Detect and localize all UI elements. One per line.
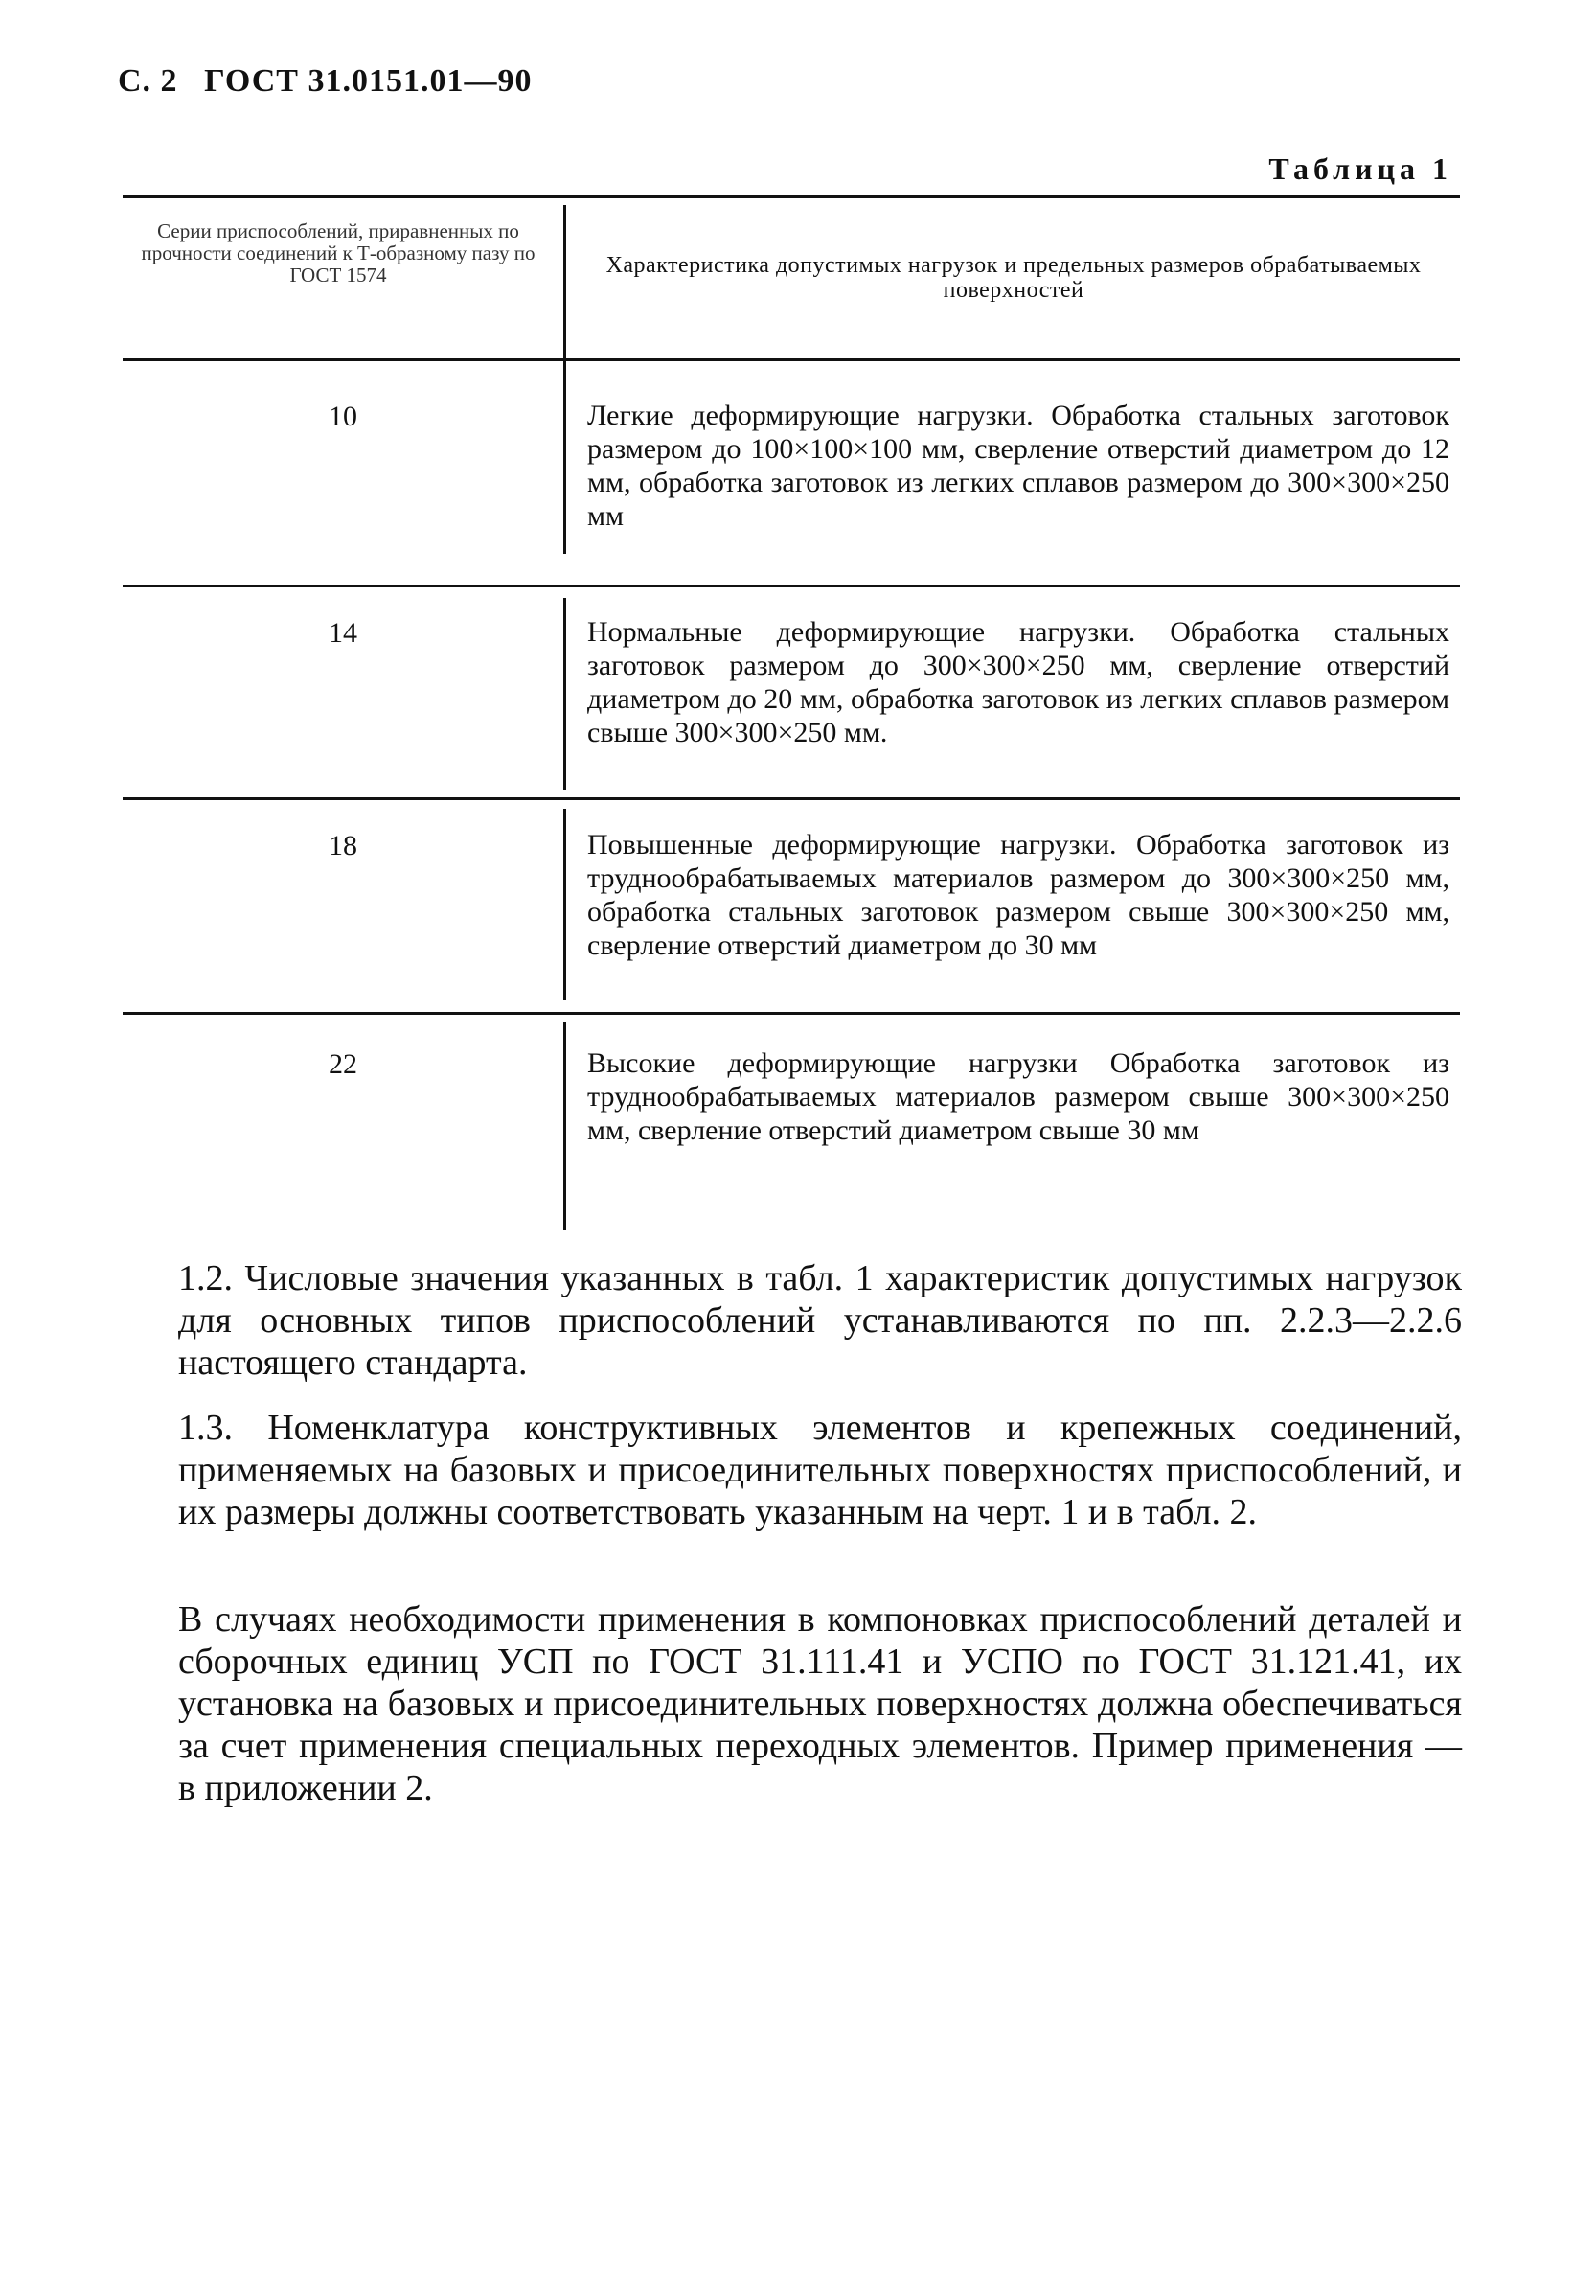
table-caption: Таблица 1 bbox=[1268, 151, 1452, 186]
page-number: С. 2 bbox=[118, 63, 178, 99]
page-header bbox=[118, 63, 532, 100]
column-divider bbox=[563, 598, 566, 790]
column-header-series: Серии приспособлений, приравненных по прочности соединений к Т-образному пазу по ГОСТ 1574 bbox=[141, 219, 536, 287]
paragraph-1-2: 1.2. Числовые значения указанных в табл. 1 характеристик допустимых нагрузок для основных типов приспособлений устанавливаются по пп. 2.2.3—2.2.6 настоящего стандарта. bbox=[178, 1258, 1462, 1383]
series-cell: 14 bbox=[329, 617, 357, 649]
series-cell: 10 bbox=[329, 401, 357, 432]
description-cell: Легкие деформирующие нагрузки. Обработка стальных заготовок размером до 100×100×100 мм, сверление отверстий диаметром до 12 мм, обработка заготовок из легких сплавов размером до 300×300×250 мм bbox=[587, 400, 1449, 532]
description-cell: Высокие деформирующие нагрузки Обработка заготовок из труднообрабатываемых материалов размером свыше 300×300×250 мм, сверление отверстий диаметром свыше 30 мм bbox=[587, 1047, 1449, 1146]
column-header-characteristics: Характеристика допустимых нагрузок и предельных размеров обрабатываемых поверхностей bbox=[605, 253, 1422, 303]
table-top-rule bbox=[123, 195, 1460, 198]
row-rule bbox=[123, 585, 1460, 587]
column-divider bbox=[563, 1022, 566, 1230]
paragraph-usp: В случаях необходимости применения в компоновках приспособлений деталей и сборочных единиц УСП по ГОСТ 31.111.41 и УСПО по ГОСТ 31.121.41, их установка на базовых и присоединительных поверхностях должна обеспечиваться за счет применения специальных переходных элементов. Пример применения — в приложении 2. bbox=[178, 1599, 1462, 1808]
paragraph-1-3: 1.3. Номенклатура конструктивных элементов и крепежных соединений, применяемых на базовых и присоединительных поверхностях приспособлений, и их размеры должны соответствовать указанным на черт. 1 и в табл. 2. bbox=[178, 1408, 1462, 1532]
description-cell: Нормальные деформирующие нагрузки. Обработка стальных заготовок размером до 300×300×250 мм, сверление отверстий диаметром до 20 мм, обработка заготовок из легких сплавов размером свыше 300×300×250 мм. bbox=[587, 616, 1449, 748]
series-cell: 22 bbox=[329, 1048, 357, 1080]
series-cell: 18 bbox=[329, 830, 357, 861]
column-divider bbox=[563, 809, 566, 1000]
row-rule bbox=[123, 797, 1460, 800]
row-rule bbox=[123, 1012, 1460, 1015]
header-bottom-rule bbox=[123, 358, 1460, 361]
column-divider bbox=[563, 205, 566, 554]
standard-code: ГОСТ 31.0151.01—90 bbox=[204, 63, 533, 99]
description-cell: Повышенные деформирующие нагрузки. Обработка заготовок из труднообрабатываемых материалов размером до 300×300×250 мм, обработка стальных заготовок размером свыше 300×300×250 мм, сверление отверстий диаметром до 30 мм bbox=[587, 829, 1449, 961]
